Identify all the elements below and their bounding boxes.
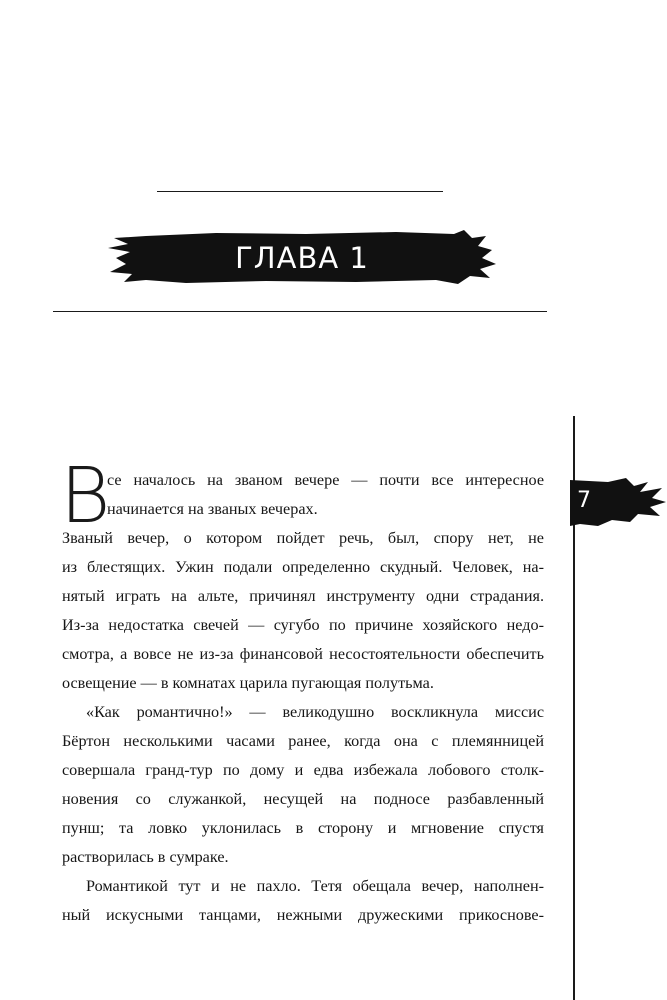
chapter-title: ГЛАВА 1 — [235, 241, 369, 275]
text-line: растворилась в сумраке. — [62, 848, 229, 866]
text-line: Званый вечер, о котором пойдет речь, был, спору нет, не — [62, 529, 544, 547]
text-line: «Как романтично!» — великодушно воскликнула миссис — [86, 703, 544, 721]
top-divider-line — [157, 191, 443, 192]
text-line: совершала гранд-тур по дому и едва избежала лобового столк- — [62, 761, 544, 779]
text-line: Бёртон несколькими часами ранее, когда она с племянницей — [62, 732, 544, 750]
chapter-body-text — [62, 466, 544, 930]
text-line: нятый играть на альте, причинял инструменту одни страдания. — [62, 587, 544, 605]
text-line: новения со служанкой, несущей на подносе разбавленный — [62, 790, 544, 808]
text-line: из блестящих. Ужин подали определенно скудный. Человек, на- — [62, 558, 544, 576]
text-line: ный искусными танцами, нежными дружескими прикоснове- — [62, 906, 544, 924]
drop-cap-letter: В — [60, 452, 111, 541]
text-line: Романтикой тут и не пахло. Тетя обещала вечер, наполнен- — [86, 877, 544, 895]
page-number: 7 — [577, 488, 591, 513]
text-line: Из-за недостатка свечей — сугубо по причине хозяйского недо- — [62, 616, 544, 634]
text-line: се началось на званом вечере — почти все интересное — [107, 471, 544, 489]
text-line: пунш; та ловко уклонилась в сторону и мгновение спустя — [62, 819, 544, 837]
text-line: освещение — в комнатах царила пугающая полутьма. — [62, 674, 434, 692]
text-line: начинается на званых вечерах. — [107, 500, 318, 518]
text-line: смотра, а вовсе не из-за финансовой несостоятельности обеспечить — [62, 645, 544, 663]
bottom-divider-line — [53, 311, 547, 312]
